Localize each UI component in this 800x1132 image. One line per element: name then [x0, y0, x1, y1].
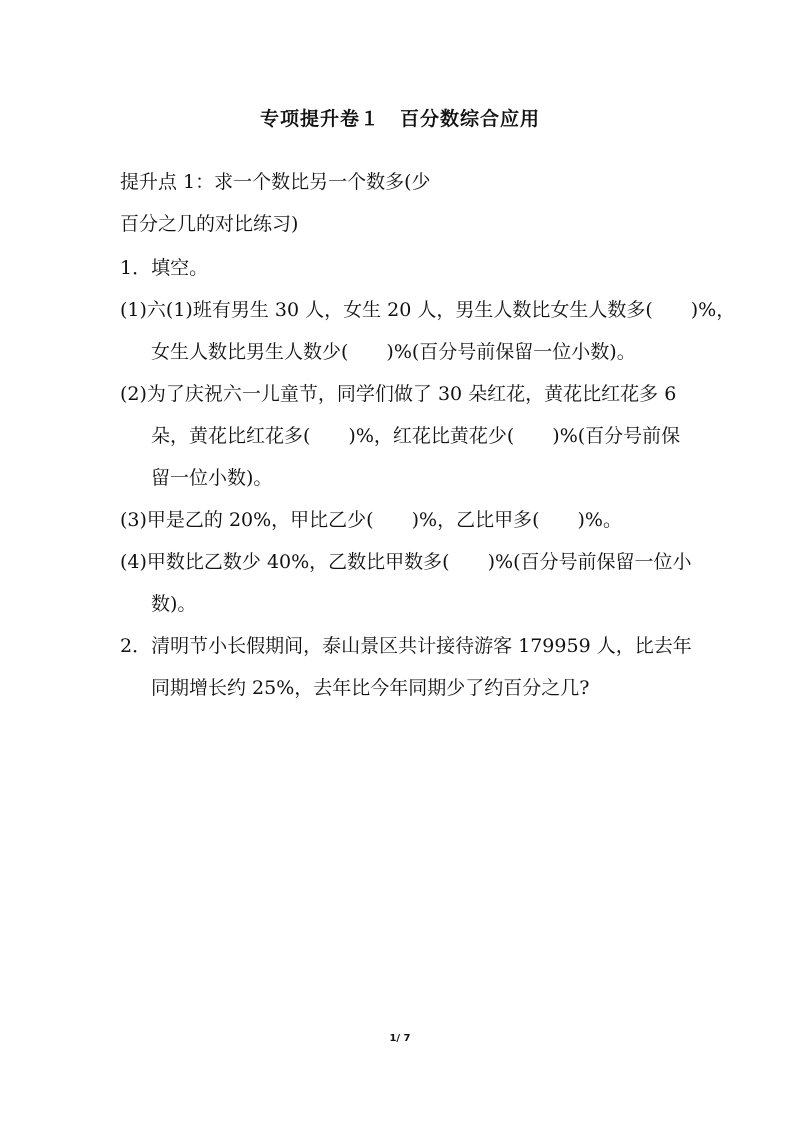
question-1-part-4-line-2: 数)。: [151, 593, 197, 615]
question-1-part-2-line-1: (2)为了庆祝六一儿童节，同学们做了 30 朵红花，黄花比红花多 6: [120, 383, 677, 405]
question-1-part-3-line-1: (3)甲是乙的 20%，甲比乙少( )%，乙比甲多( )%。: [120, 509, 622, 531]
page-title: 专项提升卷１ 百分数综合应用: [259, 108, 540, 130]
page-number: 1/ 7: [389, 1033, 411, 1044]
question-1-part-2-line-3: 留一位小数)。: [151, 467, 273, 489]
question-1-part-2-line-2: 朵，黄花比红花多( )%，红花比黄花少( )%(百分号前保: [151, 425, 681, 447]
section-heading-line-1: 提升点 1：求一个数比另一个数多(少: [120, 171, 431, 193]
question-2-line-1: 2．清明节小长假期间，泰山景区共计接待游客 179959 人，比去年: [120, 635, 692, 657]
question-1-part-1-line-1: (1)六(1)班有男生 30 人，女生 20 人，男生人数比女生人数多( )%，: [120, 299, 736, 321]
question-2-line-2: 同期增长约 25%，去年比今年同期少了约百分之几?: [151, 677, 590, 699]
question-1-label: 1．填空。: [120, 257, 209, 279]
question-1-part-1-line-2: 女生人数比男生人数少( )%(百分号前保留一位小数)。: [151, 341, 636, 363]
question-1-part-4-line-1: (4)甲数比乙数少 40%，乙数比甲数多( )%(百分号前保留一位小: [120, 551, 692, 573]
section-heading-line-2: 百分之几的对比练习): [120, 213, 299, 235]
